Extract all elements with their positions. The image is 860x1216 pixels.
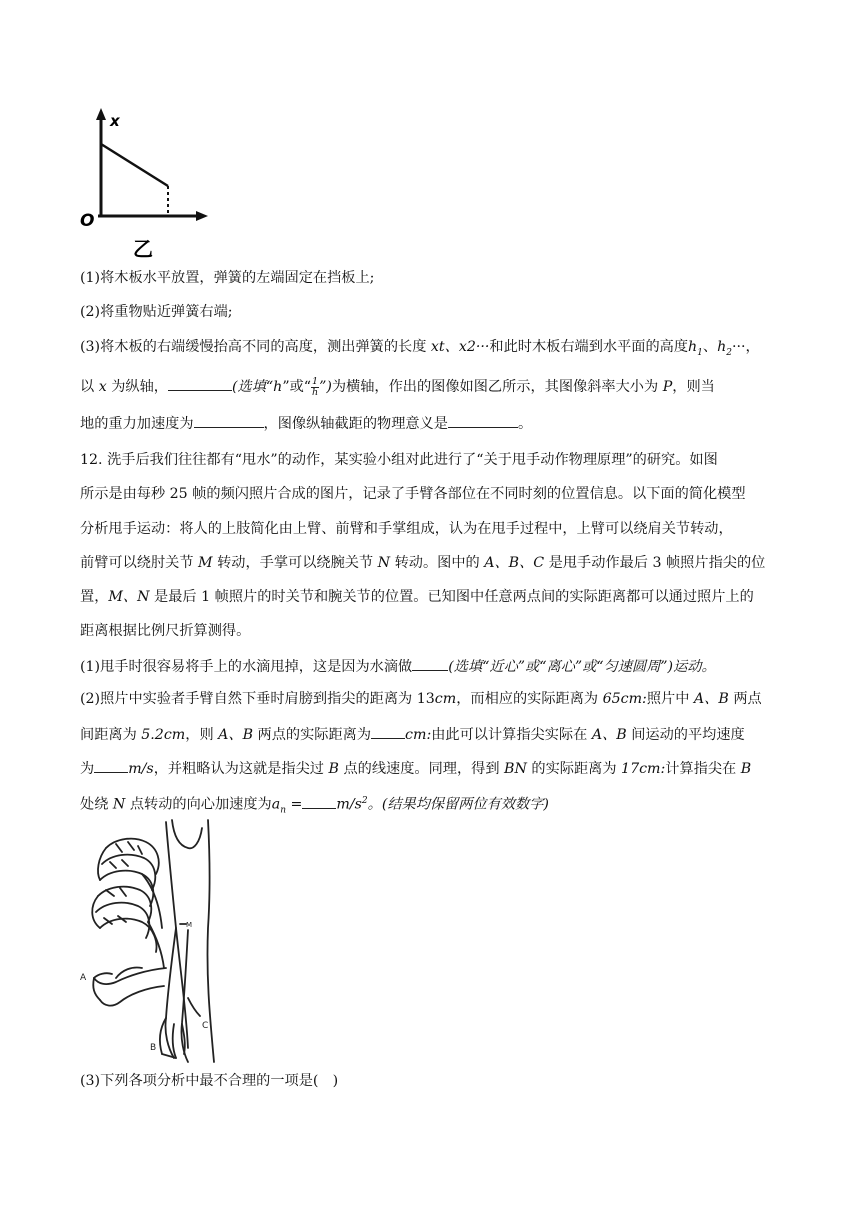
arm-strobe-figure bbox=[76, 818, 236, 1066]
y-axis-label: x bbox=[110, 112, 120, 130]
answer-blank[interactable] bbox=[168, 375, 232, 391]
step-1: (1)将木板水平放置，弹簧的左端固定在挡板上; bbox=[80, 270, 375, 286]
q12-para-line-4: 前臂可以绕肘关节 M 转动，手掌可以绕腕关节 N 转动。图中的 A、B、C 是甩手动作最后 3 帧照片指尖的位 bbox=[80, 555, 766, 571]
graph-caption: 乙 bbox=[133, 237, 153, 261]
label-M: M bbox=[186, 921, 193, 929]
step-3-line-2: 以 x 为纵轴， (选填“h”或“ $\frac{1}{h}$ ”)为横轴，作出的图像如图乙所示，其图像斜率大小为 P，则当 bbox=[80, 375, 715, 398]
x-axis-arrow bbox=[196, 211, 208, 221]
answer-blank[interactable] bbox=[302, 793, 336, 809]
answer-blank[interactable] bbox=[412, 655, 448, 671]
graph-line bbox=[101, 144, 168, 186]
q12-para-line-5: 置，M、N 是最后 1 帧照片的时关节和腕关节的位置。已知图中任意两点间的实际距离都可以通过照片上的 bbox=[80, 589, 754, 605]
answer-blank[interactable] bbox=[94, 757, 128, 773]
graph-yi bbox=[78, 104, 218, 264]
fraction-one-over-h: $\frac{1}{h}$ bbox=[311, 375, 319, 398]
answer-blank[interactable] bbox=[448, 412, 518, 428]
step-2: (2)将重物贴近弹簧右端; bbox=[80, 304, 233, 320]
label-A: A bbox=[80, 973, 87, 983]
q12-para-line-1: 12. 洗手后我们往往都有“甩水”的动作，某实验小组对此进行了“关于甩手动作物理原理”的研究。如图 bbox=[80, 452, 718, 468]
q12-sub2-line-4: 处绕 N 点转动的向心加速度为$a_n = m/s^2$。(结果均保留两位有效数字) bbox=[80, 791, 549, 821]
answer-blank[interactable] bbox=[371, 723, 405, 739]
step-3-line-1: (3)将木板的右端缓慢抬高不同的高度，测出弹簧的长度 xt、x2···和此时木板右端到水平面的高度$h_1$、$h_2\cdot\cdot\cdot$， bbox=[80, 339, 760, 358]
y-axis-arrow bbox=[96, 108, 106, 120]
q12-sub3: (3)下列各项分析中最不合理的一项是( ) bbox=[80, 1073, 339, 1089]
q12-para-line-6: 距离根据比例尺折算测得。 bbox=[80, 623, 251, 639]
q12-para-line-2: 所示是由每秒 25 帧的频闪照片合成的图片，记录了手臂各部位在不同时刻的位置信息。以下面的简化模型 bbox=[80, 486, 746, 502]
label-C: C bbox=[202, 1021, 209, 1031]
origin-label: O bbox=[80, 211, 95, 231]
q12-sub1: (1)甩手时很容易将手上的水滴甩掉，这是因为水滴做 (选填“近心”或“离心”或“匀速圆周”)运动。 bbox=[80, 655, 716, 677]
q12-para-line-3: 分析甩手运动：将人的上肢简化由上臂、前臂和手掌组成，认为在甩手过程中，上臂可以绕肩关节转动， bbox=[80, 521, 733, 537]
q12-sub2-line-1: (2)照片中实验者手臂自然下垂时肩膀到指尖的距离为 13cm，而相应的实际距离为 65cm:照片中 A、B 两点 bbox=[80, 691, 762, 707]
label-B: B bbox=[150, 1043, 157, 1053]
answer-blank[interactable] bbox=[194, 412, 264, 428]
step-3-line-3: 地的重力加速度为 ，图像纵轴截距的物理意义是 。 bbox=[80, 412, 532, 434]
q12-sub2-line-2: 间距离为 5.2cm，则 A、B 两点的实际距离为 cm:由此可以计算指尖实际在 A、B 间运动的平均速度 bbox=[80, 723, 745, 745]
q12-sub2-line-3: 为 m/s，并粗略认为这就是指尖过 B 点的线速度。同理，得到 BN 的实际距离为 17cm:计算指尖在 B bbox=[80, 757, 751, 779]
